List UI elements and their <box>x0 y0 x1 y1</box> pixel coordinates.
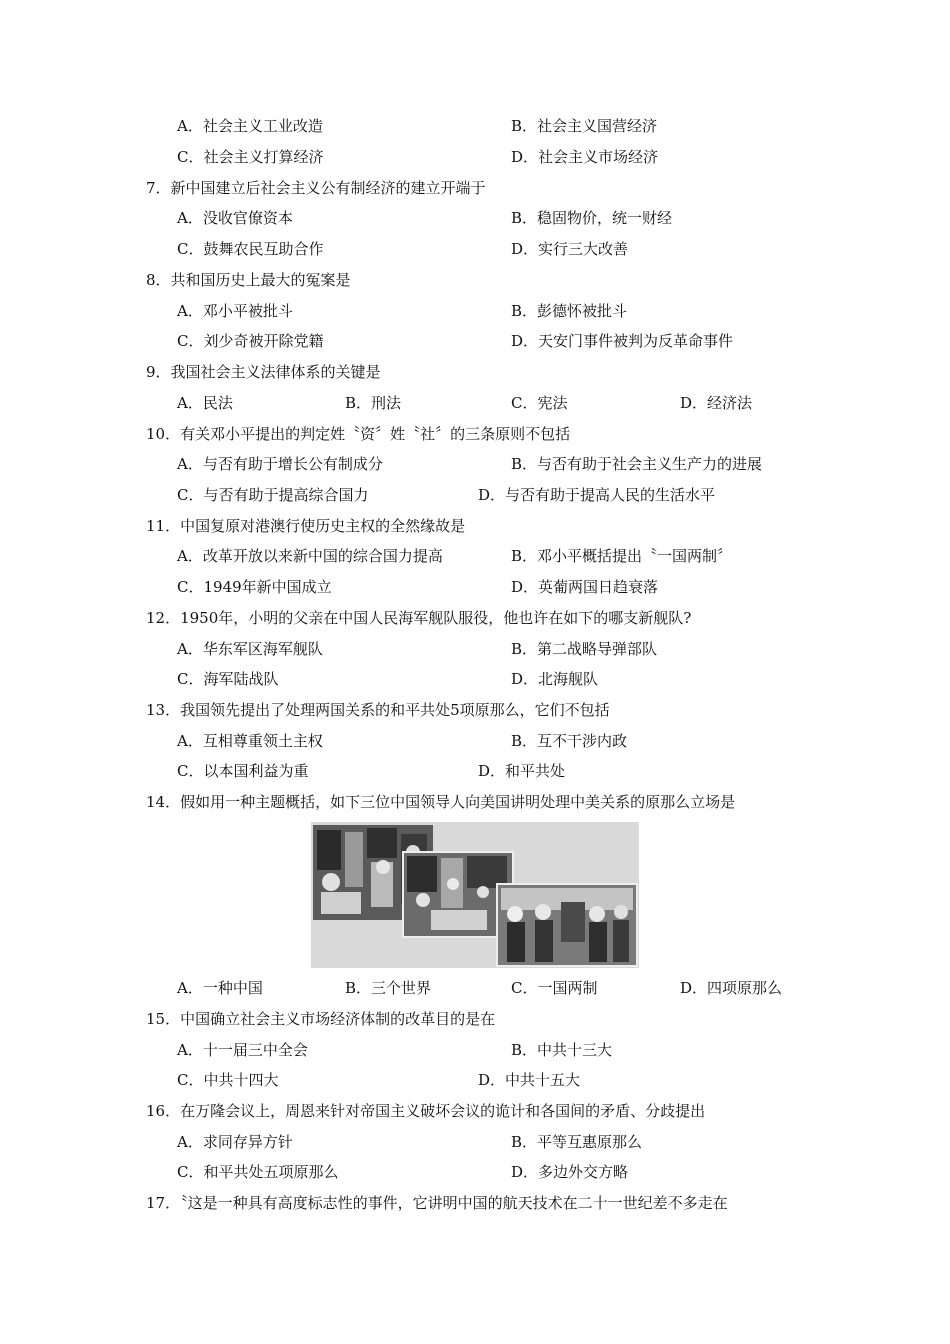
option-text: B．中共十三大 <box>511 1041 613 1059</box>
option-text: B．刑法 <box>345 394 402 412</box>
option-text: C．和平共处五项原那么 <box>177 1163 339 1181</box>
option-text: D．和平共处 <box>478 762 566 780</box>
option-text: A．华东军区海军舰队 <box>177 640 323 658</box>
option-text: C．1949年新中国成立 <box>177 578 332 596</box>
option-text: B．彭德怀被批斗 <box>511 302 628 320</box>
option-text: B．稳固物价，统一财经 <box>511 209 673 227</box>
option-text: A．求同存异方针 <box>177 1133 293 1151</box>
question-stem: 13．我国领先提出了处理两国关系的和平共处5项原那么，它们不包括 <box>146 701 610 719</box>
option-text: C．鼓舞农民互助合作 <box>177 240 324 258</box>
option-text: D．多边外交方略 <box>511 1163 629 1181</box>
option-text: D．英葡两国日趋衰落 <box>511 578 659 596</box>
option-text: B．三个世界 <box>345 979 432 997</box>
option-text: C．海军陆战队 <box>177 670 279 688</box>
question-stem: 15．中国确立社会主义市场经济体制的改革目的是在 <box>146 1010 496 1028</box>
option-text: D．中共十五大 <box>478 1071 581 1089</box>
question-stem: 17．〝这是一种具有高度标志性的事件，它讲明中国的航天技术在二十一世纪差不多走在 <box>146 1194 728 1212</box>
question-stem: 8．共和国历史上最大的冤案是 <box>146 271 351 289</box>
question-stem: 12．1950年，小明的父亲在中国人民海军舰队服役，他也许在如下的哪支新舰队? <box>146 609 692 627</box>
question-stem: 7．新中国建立后社会主义公有制经济的建立开端于 <box>146 179 486 197</box>
option-text: B．平等互惠原那么 <box>511 1133 643 1151</box>
option-text: A．十一届三中全会 <box>177 1041 308 1059</box>
option-text: B．社会主义国营经济 <box>511 117 658 135</box>
option-text: C．刘少奇被开除党籍 <box>177 332 324 350</box>
question-stem: 9．我国社会主义法律体系的关键是 <box>146 363 381 381</box>
option-text: B．互不干涉内政 <box>511 732 628 750</box>
option-text: D．实行三大改善 <box>511 240 629 258</box>
option-text: B．邓小平概括提出〝一国两制〞 <box>511 547 733 565</box>
option-text: D．四项原那么 <box>680 979 783 997</box>
option-text: A．互相尊重领土主权 <box>177 732 323 750</box>
option-text: C．与否有助于提高综合国力 <box>177 486 369 504</box>
option-text: B．与否有助于社会主义生产力的进展 <box>511 455 763 473</box>
historical-photo-collage <box>311 822 639 968</box>
question-stem: 16．在万隆会议上，周恩来针对帝国主义破坏会议的诡计和各国间的矛盾、分歧提出 <box>146 1102 706 1120</box>
option-text: A．邓小平被批斗 <box>177 302 293 320</box>
question-stem: 11．中国复原对港澳行使历史主权的全然缘故是 <box>146 517 466 535</box>
option-text: C．宪法 <box>511 394 568 412</box>
option-text: C．一国两制 <box>511 979 598 997</box>
question-stem: 10．有关邓小平提出的判定姓〝资〞姓〝社〞的三条原则不包括 <box>146 425 571 443</box>
photo-3 <box>497 884 637 966</box>
option-text: C．社会主义打算经济 <box>177 148 324 166</box>
question-stem: 14．假如用一种主题概括，如下三位中国领导人向美国讲明处理中美关系的原那么立场是 <box>146 793 736 811</box>
option-text: D．北海舰队 <box>511 670 599 688</box>
option-text: D．经济法 <box>680 394 753 412</box>
option-text: A．社会主义工业改造 <box>177 117 323 135</box>
option-text: D．与否有助于提高人民的生活水平 <box>478 486 716 504</box>
option-text: A．没收官僚资本 <box>177 209 293 227</box>
option-text: A．改革开放以来新中国的综合国力提高 <box>177 547 443 565</box>
option-text: A．一种中国 <box>177 979 263 997</box>
option-text: C．中共十四大 <box>177 1071 279 1089</box>
option-text: A．与否有助于增长公有制成分 <box>177 455 383 473</box>
option-text: D．天安门事件被判为反革命事件 <box>511 332 734 350</box>
option-text: B．第二战略导弹部队 <box>511 640 658 658</box>
option-text: D．社会主义市场经济 <box>511 148 659 166</box>
option-text: A．民法 <box>177 394 233 412</box>
option-text: C．以本国利益为重 <box>177 762 309 780</box>
